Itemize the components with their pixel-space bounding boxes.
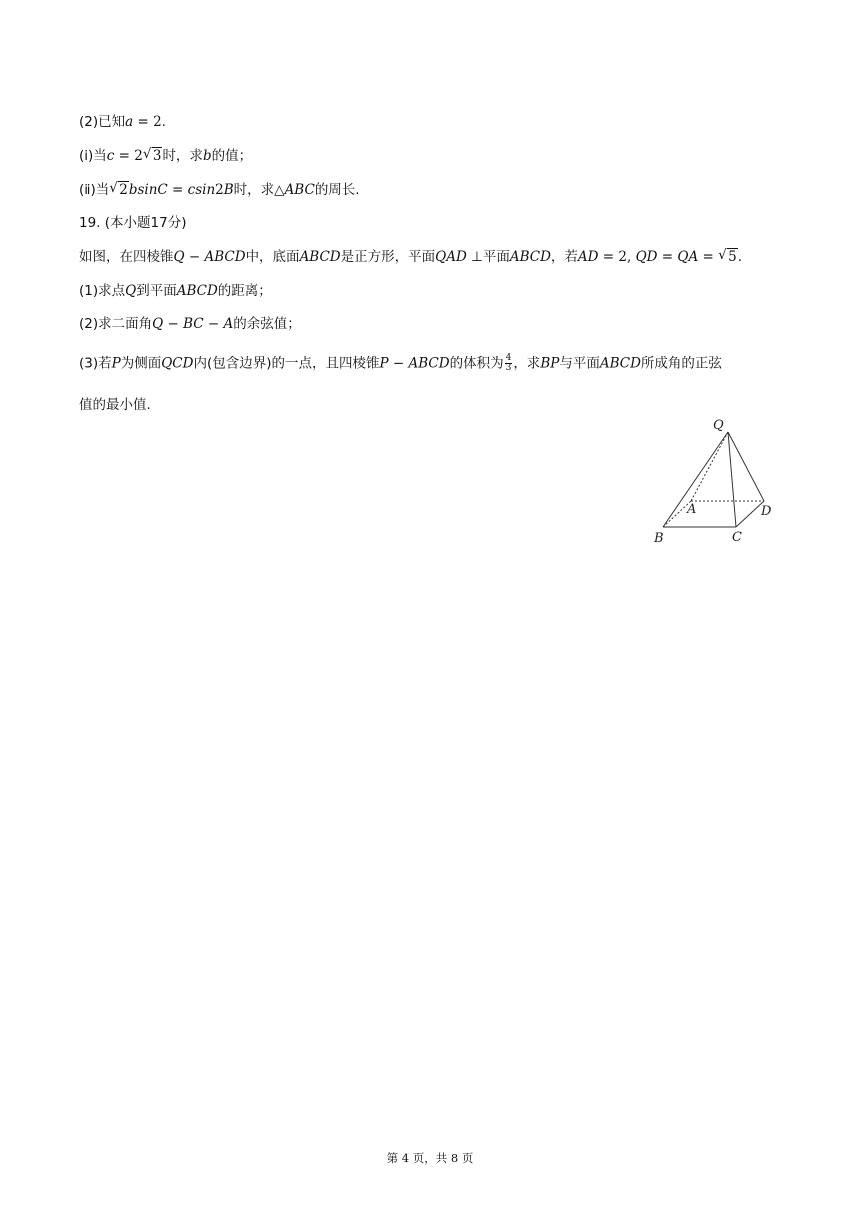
text: 的值；: [211, 148, 253, 164]
math-var: ABCD: [204, 249, 246, 265]
math-var: ABC: [284, 182, 315, 198]
math-var: a: [125, 114, 134, 130]
math-var: ABCD: [509, 249, 551, 265]
math: −: [388, 355, 409, 372]
text: (ⅰ)当: [79, 148, 107, 164]
math-var: QAD: [435, 249, 467, 265]
math-var: Q: [173, 249, 185, 265]
math-var: ABCD: [176, 283, 218, 299]
page-footer: 第 4 页，共 8 页: [386, 1151, 474, 1165]
math: = 2: [114, 148, 143, 164]
math-var: AD: [577, 249, 599, 265]
edge-CD: [736, 501, 764, 527]
math-var: P: [111, 355, 121, 372]
math-var: QA: [677, 249, 699, 265]
text: .: [161, 114, 166, 130]
question-19-heading: [79, 214, 186, 232]
line-part-2: [79, 315, 301, 333]
text: 时，求: [162, 148, 203, 164]
math: = 2: [133, 114, 162, 130]
math-var: P: [379, 355, 389, 372]
pyramid-diagram: [650, 410, 780, 550]
text: 为侧面: [120, 355, 162, 372]
sqrt: √ 2: [109, 180, 128, 198]
sqrt: √ 3: [142, 146, 162, 164]
text: (2)已知: [79, 114, 126, 130]
text: 值的最小值.: [79, 397, 151, 413]
line-part-1: [79, 282, 272, 300]
math: =: [698, 249, 719, 265]
text: 所成角的正弦: [640, 355, 722, 372]
fraction-denominator: 3: [505, 363, 512, 373]
line-part-3: [79, 354, 722, 373]
label-A: A: [687, 502, 697, 517]
text: 的距离；: [217, 283, 272, 299]
text: 与平面: [559, 355, 600, 372]
edge-QC: [728, 432, 736, 527]
math: =: [657, 249, 678, 265]
line-subq-i: [79, 147, 252, 165]
text: 时，求△: [233, 182, 285, 198]
math-var: Q: [152, 316, 164, 332]
math-var: A: [223, 316, 234, 332]
text: (1)求点: [79, 283, 126, 299]
sqrt-body: 2: [119, 182, 128, 198]
line-given-a: [79, 113, 166, 131]
fraction: [505, 354, 513, 373]
text: (3)若: [79, 355, 112, 372]
line-part-3-cont: [79, 396, 151, 414]
math-var: BC: [183, 316, 204, 332]
math-var: QCD: [161, 355, 194, 372]
fraction-numerator: 4: [505, 353, 512, 363]
text: 19. (本小题17分): [79, 215, 187, 231]
pyramid-figure: [650, 410, 780, 550]
math-var: ABCD: [299, 249, 341, 265]
math-var: ABCD: [408, 355, 450, 372]
math-var: Q: [125, 283, 137, 299]
math: −: [184, 249, 205, 265]
line-subq-ii: [79, 181, 360, 199]
label-D: D: [761, 504, 772, 519]
text: 到平面: [136, 283, 177, 299]
math-var: QD: [635, 249, 658, 265]
text: .: [737, 249, 743, 265]
math-var: b: [202, 148, 212, 164]
text: 的体积为: [449, 355, 504, 372]
text: ⊥平面: [466, 249, 510, 265]
math: −: [203, 316, 224, 332]
text: 如图，在四棱锥: [79, 249, 174, 265]
math-var: bsinC: [128, 182, 168, 198]
label-B: B: [654, 531, 664, 546]
text: ，若: [550, 249, 578, 265]
math: = 2,: [598, 249, 636, 265]
text: 是正方形，平面: [340, 249, 436, 265]
label-Q: Q: [713, 418, 724, 433]
sqrt-body: 5: [728, 249, 737, 265]
text: 内(包含边界)的一点，且四棱锥: [193, 355, 380, 372]
math-var: csin: [187, 182, 216, 198]
math: −: [163, 316, 184, 332]
sqrt-body: 3: [152, 148, 162, 164]
math-var: c: [106, 148, 115, 164]
text: 的余弦值；: [233, 316, 301, 332]
text: (2)求二面角: [79, 316, 153, 332]
math-var: BP: [540, 355, 560, 372]
math-var: ABCD: [599, 355, 641, 372]
text: 中，底面: [245, 249, 300, 265]
math: 2: [215, 182, 224, 198]
line-problem-statement: [79, 248, 742, 266]
sqrt: √ 5: [718, 247, 737, 265]
text: (ⅱ)当: [79, 182, 110, 198]
text: 的周长.: [314, 182, 360, 198]
text: ，求: [513, 355, 541, 372]
edge-QA-hidden: [691, 432, 728, 501]
label-C: C: [732, 530, 742, 545]
math-var: B: [223, 182, 234, 198]
math: =: [167, 182, 188, 198]
